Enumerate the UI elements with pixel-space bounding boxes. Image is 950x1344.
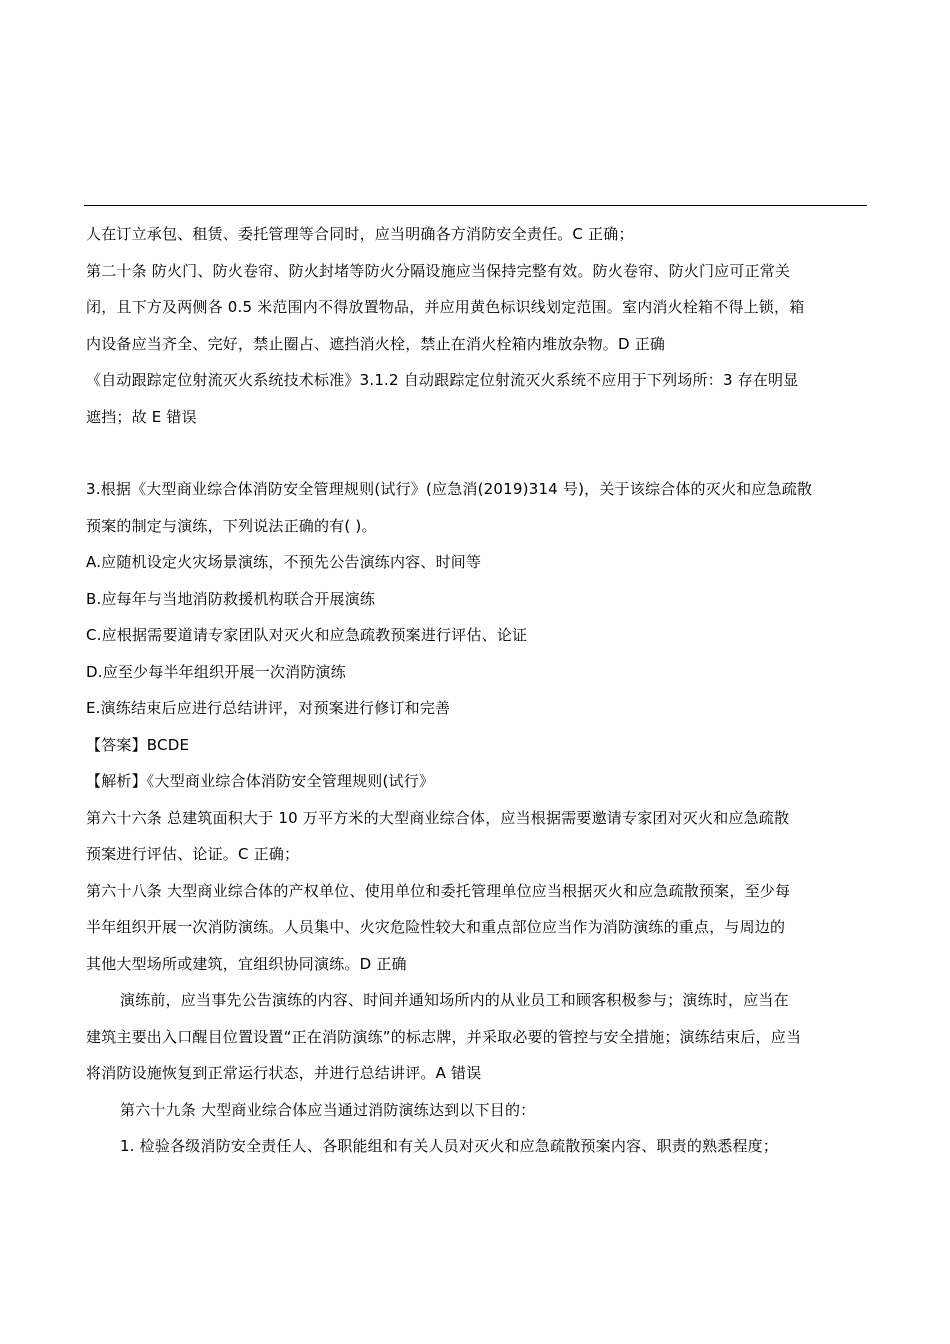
paragraph-line: 《自动跟踪定位射流灭火系统技术标准》3.1.2 自动跟踪定位射流灭火系统不应用于下列场所：3 存在明显 bbox=[86, 371, 799, 389]
paragraph-line: 半年组织开展一次消防演练。人员集中、火灾危险性较大和重点部位应当作为消防演练的重点，与周边的 bbox=[86, 918, 786, 936]
paragraph-line: 内设备应当齐全、完好，禁止圈占、遮挡消火栓，禁止在消火栓箱内堆放杂物。D 正确 bbox=[86, 334, 666, 353]
paragraph-line: 建筑主要出入口醒目位置设置“正在消防演练”的标志牌，并采取必要的管控与安全措施；演练结束后，应当 bbox=[86, 1027, 802, 1046]
paragraph-line: 第六十八条 大型商业综合体的产权单位、使用单位和委托管理单位应当根据灭火和应急疏散预案，至少每 bbox=[86, 881, 791, 900]
paragraph-line: 第六十六条 总建筑面积大于 10 万平方米的大型商业综合体，应当根据需要邀请专家团对灭火和应急疏散 bbox=[86, 808, 790, 827]
paragraph-line: 闭，且下方及两侧各 0.5 米范围内不得放置物品，并应用黄色标识线划定范围。室内消火栓箱不得上锁，箱 bbox=[86, 298, 805, 316]
option-a: A.应随机设定火灾场景演练，不预先公告演练内容、时间等 bbox=[86, 553, 482, 571]
question-stem: 预案的制定与演练，下列说法正确的有( )。 bbox=[86, 516, 377, 535]
header-rule bbox=[84, 205, 867, 206]
option-e: E.演练结束后应进行总结讲评，对预案进行修订和完善 bbox=[86, 699, 451, 717]
paragraph-line: 第二十条 防火门、防火卷帘、防火封堵等防火分隔设施应当保持完整有效。防火卷帘、防火门应可正常关 bbox=[86, 261, 791, 280]
option-b: B.应每年与当地消防救援机构联合开展演练 bbox=[86, 589, 376, 608]
article-heading: 第六十九条 大型商业综合体应当通过消防演练达到以下目的： bbox=[120, 1100, 536, 1119]
paragraph-line: 其他大型场所或建筑，宜组织协同演练。D 正确 bbox=[86, 954, 407, 973]
paragraph-line: 将消防设施恢复到正常运行状态，并进行总结讲评。A 错误 bbox=[86, 1064, 482, 1082]
document-body bbox=[86, 216, 868, 1165]
paragraph-line: 人在订立承包、租赁、委托管理等合同时，应当明确各方消防安全责任。C 正确； bbox=[86, 225, 634, 243]
paragraph-line: 遮挡；故 E 错误 bbox=[86, 407, 197, 426]
list-item: 1. 检验各级消防安全责任人、各职能组和有关人员对灭火和应急疏散预案内容、职责的熟悉程度； bbox=[120, 1137, 779, 1155]
analysis-title: 【解析】《大型商业综合体消防安全管理规则(试行》 bbox=[86, 772, 435, 790]
paragraph-line: 演练前，应当事先公告演练的内容、时间并通知场所内的从业员工和顾客积极参与；演练时，应当在 bbox=[120, 991, 789, 1009]
option-c: C.应根据需要道请专家团队对灭火和应急疏教预案进行评估、论证 bbox=[86, 626, 528, 644]
answer-line: 【答案】BCDE bbox=[86, 735, 190, 754]
question-stem: 3.根据《大型商业综合体消防安全管理规则(试行》(应急消(2019)314 号)，关于该综合体的灭火和应急疏散 bbox=[86, 480, 813, 498]
paragraph-gap bbox=[86, 435, 868, 471]
paragraph-line: 预案进行评估、论证。C 正确； bbox=[86, 845, 300, 863]
option-d: D.应至少每半年组织开展一次消防演练 bbox=[86, 662, 346, 681]
